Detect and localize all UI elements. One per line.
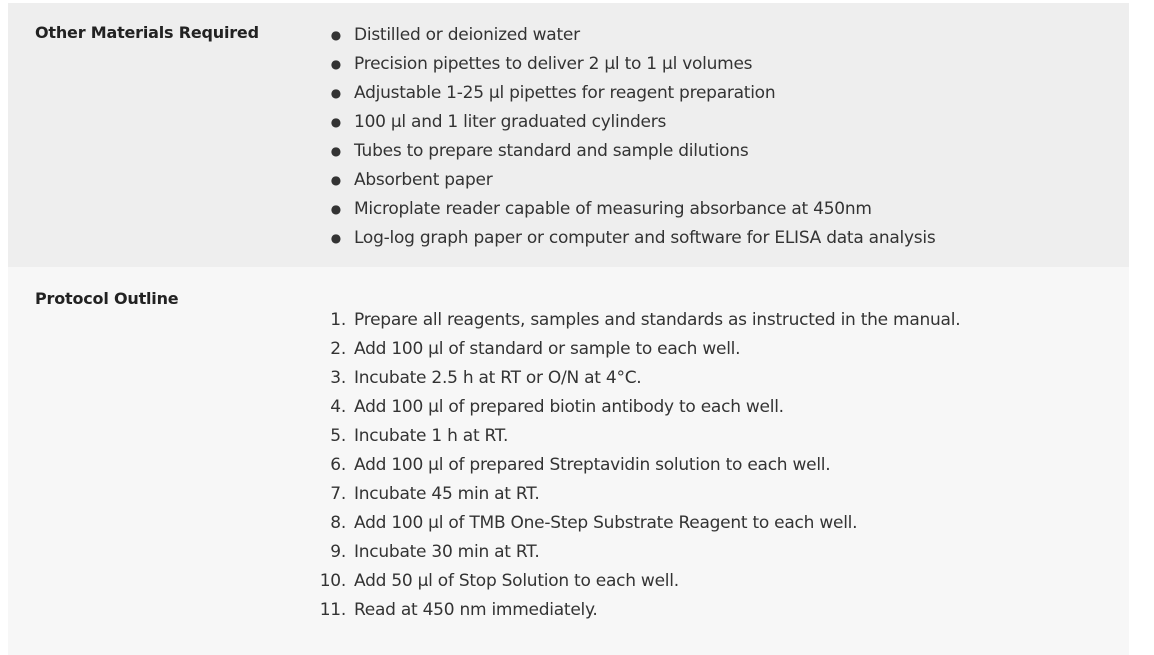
list-item: 9. Incubate 30 min at RT.: [330, 542, 540, 562]
bullet-icon: ●: [330, 28, 341, 42]
bullet-icon: ●: [330, 202, 341, 216]
step-number: 1.: [330, 310, 346, 330]
list-item: ● Absorbent paper: [330, 170, 493, 190]
materials-label: Other Materials Required: [35, 23, 259, 42]
step-number: 7.: [330, 484, 346, 504]
list-item: 4. Add 100 µl of prepared biotin antibody to each well.: [330, 397, 784, 417]
protocol-steps-list: [319, 308, 961, 627]
materials-row: [8, 3, 1129, 267]
step-number: 11.: [319, 600, 346, 620]
protocol-label: Protocol Outline: [35, 289, 179, 308]
specifications-table: [8, 3, 1129, 655]
list-item: 11. Read at 450 nm immediately.: [319, 600, 598, 620]
list-item: 6. Add 100 µl of prepared Streptavidin solution to each well.: [330, 455, 831, 475]
bullet-icon: ●: [330, 57, 341, 71]
list-item: ● Microplate reader capable of measuring absorbance at 450nm: [330, 199, 872, 219]
list-item: 3. Incubate 2.5 h at RT or O/N at 4°C.: [330, 368, 642, 388]
list-item: ● Distilled or deionized water: [330, 25, 580, 45]
step-number: 4.: [330, 397, 346, 417]
materials-list: [330, 23, 936, 255]
list-item: 2. Add 100 µl of standard or sample to each well.: [330, 339, 741, 359]
step-number: 6.: [330, 455, 346, 475]
list-item: ● Log-log graph paper or computer and software for ELISA data analysis: [330, 228, 936, 248]
step-number: 5.: [330, 426, 346, 446]
step-number: 9.: [330, 542, 346, 562]
step-number: 10.: [319, 571, 346, 591]
bullet-icon: ●: [330, 86, 341, 100]
bullet-icon: ●: [330, 231, 341, 245]
bullet-icon: ●: [330, 115, 341, 129]
list-item: ● 100 µl and 1 liter graduated cylinders: [330, 112, 667, 132]
list-item: 10. Add 50 µl of Stop Solution to each well.: [319, 571, 679, 591]
list-item: ● Precision pipettes to deliver 2 µl to 1 µl volumes: [330, 54, 753, 74]
list-item: 5. Incubate 1 h at RT.: [330, 426, 509, 446]
step-number: 2.: [330, 339, 346, 359]
list-item: 1. Prepare all reagents, samples and standards as instructed in the manual.: [330, 310, 961, 330]
protocol-row: [8, 267, 1129, 655]
list-item: ● Adjustable 1-25 µl pipettes for reagent preparation: [330, 83, 776, 103]
list-item: 8. Add 100 µl of TMB One-Step Substrate Reagent to each well.: [330, 513, 858, 533]
step-number: 3.: [330, 368, 346, 388]
list-item: ● Tubes to prepare standard and sample dilutions: [330, 141, 749, 161]
list-item: 7. Incubate 45 min at RT.: [330, 484, 540, 504]
step-number: 8.: [330, 513, 346, 533]
bullet-icon: ●: [330, 144, 341, 158]
bullet-icon: ●: [330, 173, 341, 187]
